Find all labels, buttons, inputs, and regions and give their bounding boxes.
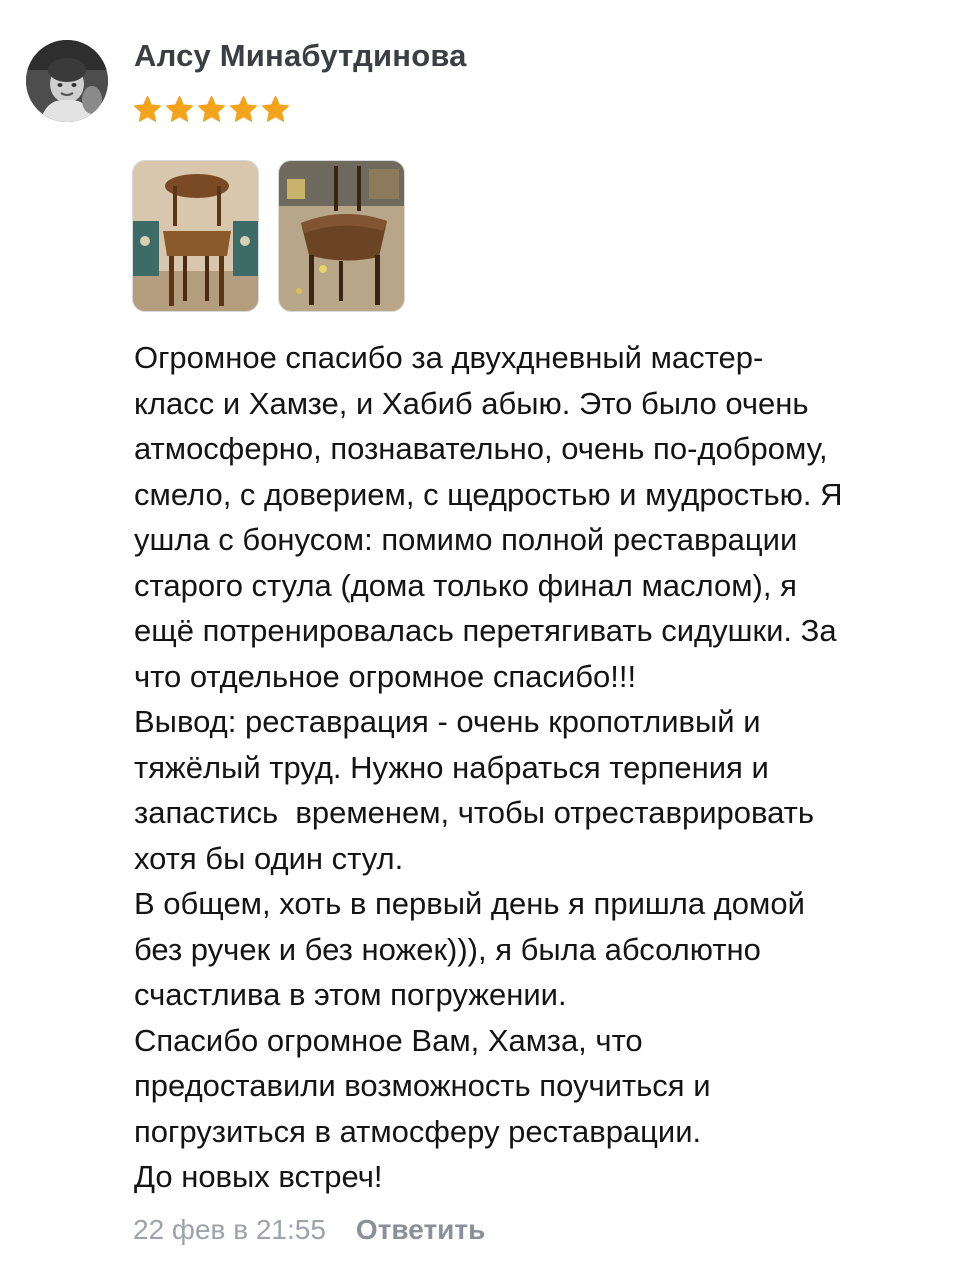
star-icon (260, 94, 291, 125)
review-photo-2[interactable] (278, 160, 405, 312)
review-line: смело, с доверием, с щедростью и мудростью. Я (134, 476, 843, 512)
avatar-photo (26, 40, 108, 122)
user-avatar[interactable] (26, 40, 108, 122)
review-line: Спасибо огромное Вам, Хамза, что (134, 1022, 643, 1058)
review-line: ещё потренировалась перетягивать сидушки. За (134, 613, 837, 648)
review-photo-1[interactable] (132, 160, 259, 312)
review-line: В общем, хоть в первый день я пришла домой (134, 886, 805, 921)
review-date: 22 фев в 21:55 (133, 1214, 326, 1245)
photo-gallery (132, 160, 405, 312)
review-line: До новых встреч! (134, 1159, 383, 1194)
chair-photo-2 (279, 161, 404, 311)
review-line: запастись временем, чтобы отреставрировать (134, 795, 815, 830)
review-line: ушла с бонусом: помимо полной реставрации (134, 522, 798, 557)
review-line: класс и Хамзе, и Хабиб абыю. Это было очень (134, 385, 809, 421)
star-icon (228, 94, 259, 125)
review-line: хотя бы один стул. (134, 840, 404, 876)
review-line: что отдельное огромное спасибо!!! (134, 658, 637, 694)
review-line: погрузиться в атмосферу реставрации. (134, 1113, 702, 1149)
review-footer (133, 1214, 485, 1246)
star-icon (196, 94, 227, 125)
review-line: старого стула (дома только финал маслом), я (134, 567, 797, 603)
rating-stars (132, 94, 291, 125)
review-line: Огромное спасибо за двухдневный мастер- (134, 340, 764, 375)
review-line: атмосферно, познавательно, очень по-доброму, (134, 431, 828, 466)
star-icon (132, 94, 163, 125)
chair-photo-1 (133, 161, 258, 311)
author-name[interactable]: Алсу Минабутдинова (134, 38, 467, 73)
star-icon (164, 94, 195, 125)
review-line: тяжёлый труд. Нужно набраться терпения и (134, 749, 769, 785)
review-line: счастлива в этом погружении. (134, 977, 567, 1012)
reply-button[interactable]: Ответить (355, 1214, 486, 1245)
review-line: Вывод: реставрация - очень кропотливый и (134, 704, 761, 739)
review-line: предоставили возможность поучиться и (134, 1068, 711, 1103)
review-line: без ручек и без ножек))), я была абсолютно (134, 931, 761, 967)
review-text (134, 335, 964, 1200)
